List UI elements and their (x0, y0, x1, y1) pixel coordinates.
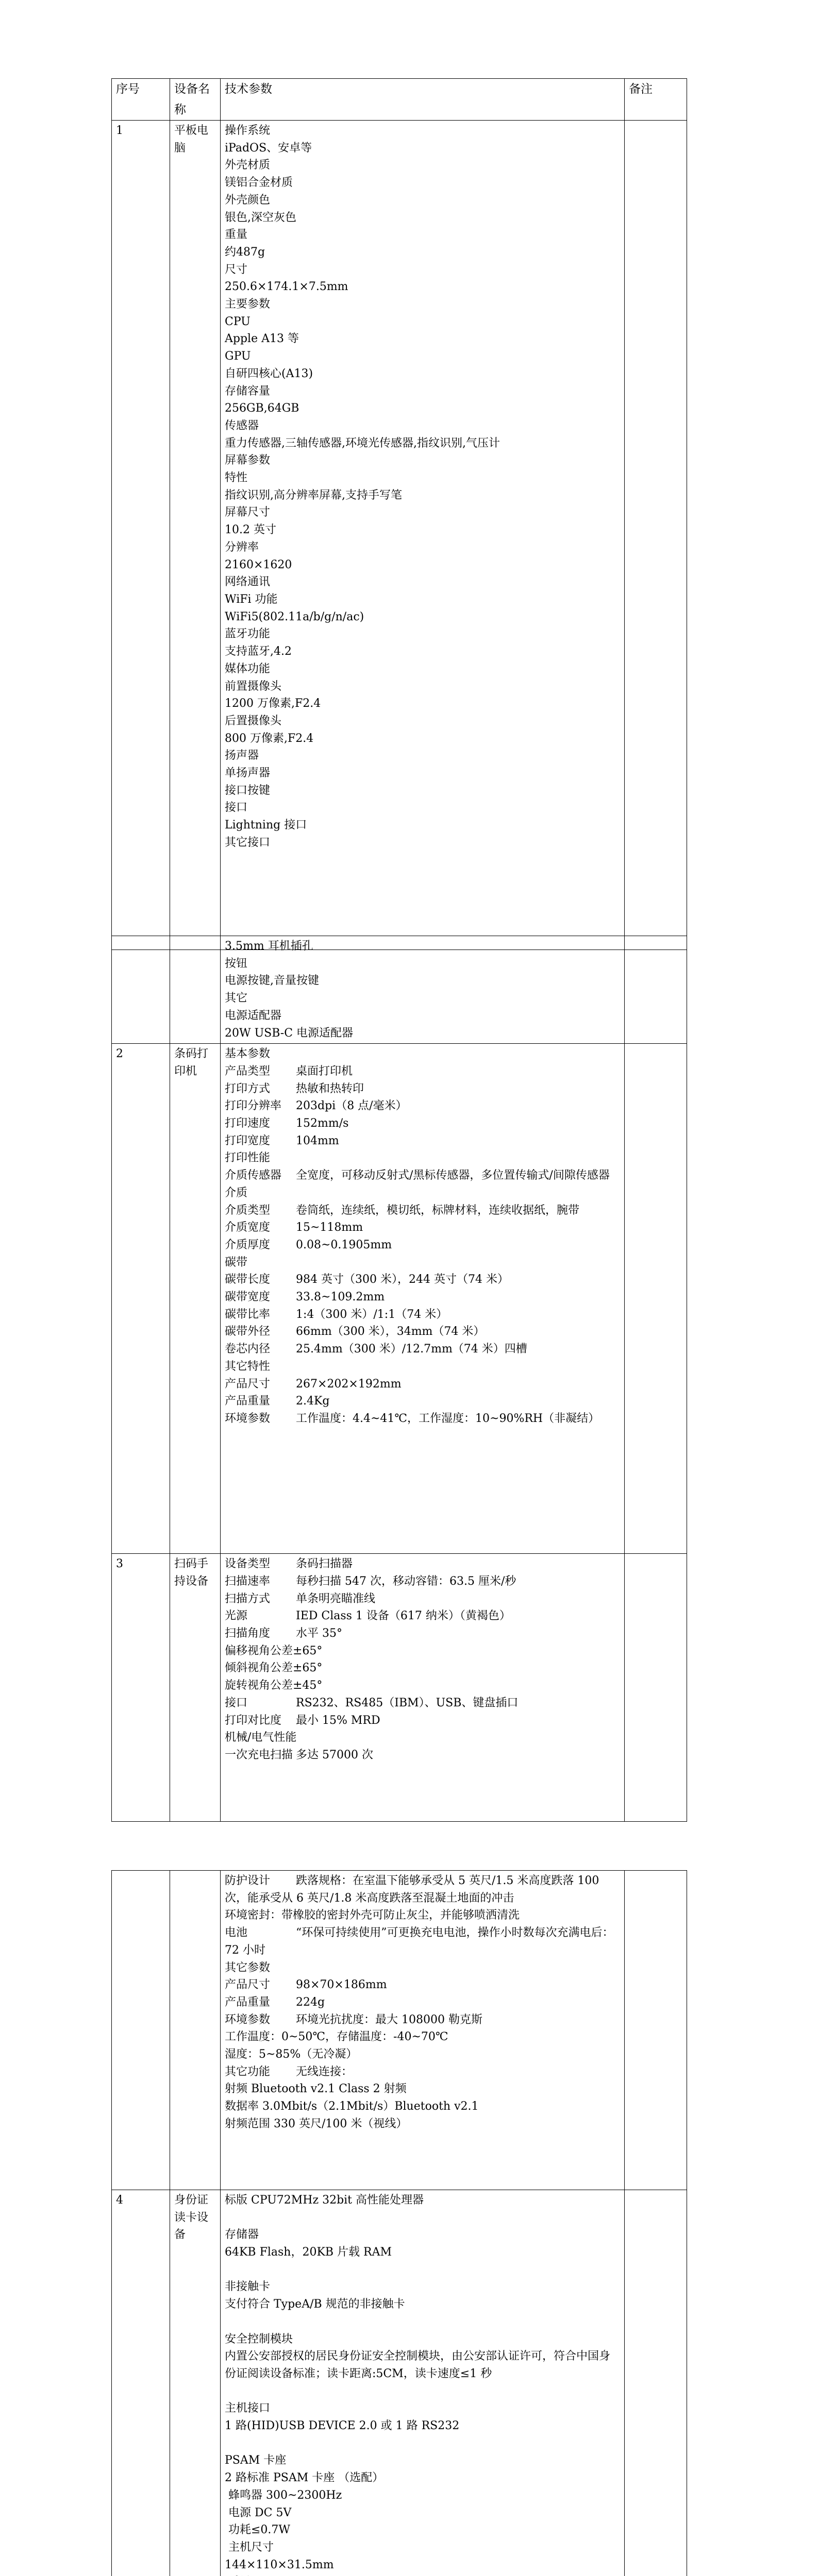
param-line: 单扬声器 (225, 767, 271, 780)
param-value: 15~118mm (296, 1221, 363, 1234)
header-no: 序号 (112, 79, 170, 121)
param-line: 数据率 3.0Mbit/s（2.1Mbit/s）Bluetooth v2.1 (225, 2100, 479, 2113)
param-line: 20W USB-C 电源适配器 (225, 1026, 354, 1040)
param-line (225, 1976, 620, 1994)
param-key: 介质宽度 (225, 1221, 271, 1234)
param-value: 无线连接： (296, 2065, 353, 2078)
param-line (225, 1573, 620, 1590)
param-value: 152mm/s (296, 1117, 349, 1130)
param-value: 多达 57000 次 (296, 1748, 373, 1761)
param-value: 全宽度，可移动反射式/黑标传感器，多位置传输式/间隙传感器 (296, 1169, 610, 1182)
param-line: 其它 (225, 992, 248, 1005)
param-line (225, 1410, 620, 1428)
param-line: 重量 (225, 228, 248, 242)
param-value: 0.08~0.1905mm (296, 1238, 392, 1251)
param-line: 其它特性 (225, 1360, 271, 1373)
spec-table-page-3 (111, 1870, 687, 2576)
row-remarks (625, 1871, 687, 2190)
param-line (225, 2383, 620, 2400)
param-value: 267×202×192mm (296, 1377, 402, 1391)
param-value: 25.4mm（300 米）/12.7mm（74 米）四槽 (296, 1343, 527, 1356)
param-key: 环境参数 (225, 1412, 271, 1425)
param-line (225, 1132, 620, 1150)
param-line: 银色,深空灰色 (225, 211, 296, 224)
table-row (112, 1554, 687, 1822)
param-line (225, 1625, 620, 1642)
row-no (112, 1871, 170, 2190)
param-line: 外壳材质 (225, 159, 271, 172)
row-params (221, 121, 625, 950)
param-line: PSAM 卡座 (225, 2454, 287, 2467)
param-line: 网络通讯 (225, 575, 271, 589)
param-line: 主机尺寸 (225, 2540, 274, 2554)
param-line: 3.5mm 耳机插孔 (225, 940, 313, 953)
row-name: 身份证读卡设备 (170, 2190, 221, 2576)
param-line: 后置摄像头 (225, 714, 282, 727)
param-key: 环境参数 (225, 2013, 271, 2026)
param-line (225, 1376, 620, 1393)
param-line: 800 万像素,F2.4 (225, 732, 314, 745)
param-key: 一次充电扫描 (225, 1748, 293, 1761)
param-line: 标版 CPU72MHz 32bit 高性能处理器 (225, 2194, 424, 2207)
param-value: RS232、RS485（IBM）、USB、键盘插口 (296, 1696, 519, 1709)
row-no (112, 936, 170, 1044)
param-line (225, 1393, 620, 1410)
param-key: 碳带长度 (225, 1273, 271, 1286)
param-value: 2.4Kg (296, 1395, 330, 1408)
param-value: 热敏和热转印 (296, 1082, 364, 1095)
param-value: 98×70×186mm (296, 1978, 387, 1992)
param-line: 支付符合 TypeA/B 规范的非接触卡 (225, 2298, 405, 2311)
param-line: 10.2 英寸 (225, 523, 276, 537)
param-line: 分辨率 (225, 540, 259, 554)
param-line: 机械/电气性能 (225, 1731, 297, 1744)
row-remarks (625, 2190, 687, 2576)
param-line: 尺寸 (225, 263, 248, 276)
param-line: 功耗≤0.7W (225, 2523, 291, 2537)
row-params (221, 936, 625, 1044)
param-value: 跌落规格：在室温下能够承受从 5 英尺/1.5 米高度跌落 100 次，能承受从 6 英尺/1.8 米高度跌落至混凝土地面的冲击 (225, 1874, 603, 1905)
param-line (225, 2209, 620, 2227)
param-value: 66mm（300 米），34mm（74 米） (296, 1325, 485, 1338)
row-remarks (625, 936, 687, 1044)
param-line: 1 路(HID)USB DEVICE 2.0 或 1 路 RS232 (225, 2419, 460, 2433)
param-line: 250.6×174.1×7.5mm (225, 280, 348, 294)
param-line: 基本参数 (225, 1047, 271, 1061)
row-no: 4 (112, 2190, 170, 2576)
param-line (225, 1271, 620, 1289)
param-line: 电源适配器 (225, 1009, 282, 1022)
param-line: 内置公安部授权的居民身份证安全控制模块，由公安部认证许可，符合中国身份证阅读设备标准；读卡距离:5CM，读卡速度≤1 秒 (225, 2350, 611, 2380)
row-params (221, 1871, 625, 2190)
param-line (225, 1115, 620, 1132)
param-key: 光源 (225, 1609, 248, 1623)
param-line: 2160×1620 (225, 558, 292, 571)
param-value: 单条明亮瞄准线 (296, 1592, 376, 1605)
param-line: 256GB,64GB (225, 402, 299, 415)
param-line (225, 1747, 620, 1764)
param-line: 旋转视角公差±45° (225, 1679, 323, 1692)
param-line (225, 1555, 620, 1573)
param-line (225, 1063, 620, 1080)
param-line: 湿度：5~85%（无冷凝） (225, 2048, 358, 2061)
param-line (225, 2573, 620, 2576)
param-value: 203dpi（8 点/毫米） (296, 1099, 407, 1113)
param-value: 104mm (296, 1134, 339, 1147)
param-line (225, 1590, 620, 1608)
row-no: 1 (112, 121, 170, 950)
param-line (225, 1167, 620, 1184)
param-key: 介质类型 (225, 1204, 271, 1217)
param-line: 主要参数 (225, 298, 271, 311)
row-remarks (625, 121, 687, 950)
row-params (221, 2190, 625, 2576)
row-params (221, 1554, 625, 1822)
param-line: 倾斜视角公差±65° (225, 1662, 323, 1675)
row-no: 2 (112, 1044, 170, 1554)
param-value: 桌面打印机 (296, 1064, 353, 1078)
param-line: iPadOS、安卓等 (225, 141, 312, 155)
param-key: 介质传感器 (225, 1169, 282, 1182)
param-line (225, 1097, 620, 1115)
param-value: IED Class 1 设备（617 纳米）（黄褐色） (296, 1609, 511, 1623)
param-value: 最小 15% MRD (296, 1714, 380, 1727)
param-value: “环保可持续使用”可更换充电电池，操作小时数每次充满电后：72 小时 (225, 1926, 614, 1957)
param-line (225, 2313, 620, 2331)
param-key: 接口 (225, 1696, 248, 1709)
row-name: 扫码手持设备 (170, 1554, 221, 1822)
row-name: 条码打印机 (170, 1044, 221, 1554)
param-key: 设备类型 (225, 1557, 271, 1571)
table-row (112, 1871, 687, 2190)
param-line: 指纹识别,高分辨率屏幕,支持手写笔 (225, 488, 402, 502)
param-key: 扫描方式 (225, 1592, 271, 1605)
param-value: 卷筒纸，连续纸，模切纸，标牌材料，连续收据纸，腕带 (296, 1204, 580, 1217)
param-value: 条码扫描器 (296, 1557, 353, 1571)
param-line (225, 1202, 620, 1219)
param-line: WiFi5(802.11a/b/g/n/ac) (225, 610, 364, 623)
param-key: 卷芯内径 (225, 1343, 271, 1356)
param-line: 支持蓝牙,4.2 (225, 645, 292, 658)
param-line: 偏移视角公差±65° (225, 1644, 323, 1657)
table-row (112, 1044, 687, 1554)
param-value: 环境光抗扰度：最大 108000 勒克斯 (296, 2013, 482, 2026)
param-key: 介质厚度 (225, 1238, 271, 1251)
param-line: 144×110×31.5mm (225, 2558, 334, 2571)
row-name (170, 936, 221, 1044)
param-line: 安全控制模块 (225, 2332, 293, 2346)
param-line: 操作系统 (225, 124, 271, 137)
param-line: 媒体功能 (225, 662, 271, 675)
param-line: 电源 DC 5V (225, 2506, 292, 2519)
param-key: 打印方式 (225, 1082, 271, 1095)
param-line: CPU (225, 315, 251, 328)
param-line: 主机接口 (225, 2402, 271, 2415)
param-line: 特性 (225, 471, 248, 485)
param-line: 蓝牙功能 (225, 628, 271, 641)
param-line (225, 2261, 620, 2279)
param-line: 外壳颜色 (225, 193, 271, 207)
param-line: 镁铝合金材质 (225, 176, 293, 190)
param-line: 前置摄像头 (225, 680, 282, 693)
param-value: 33.8~109.2mm (296, 1291, 385, 1304)
header-remarks: 备注 (625, 79, 687, 121)
param-key: 防护设计 (225, 1874, 271, 1887)
param-line (225, 1236, 620, 1254)
param-key: 产品类型 (225, 1064, 271, 1078)
param-key: 打印速度 (225, 1117, 271, 1130)
param-line: 蜂鸣器 300~2300Hz (225, 2488, 342, 2502)
param-line: 屏幕参数 (225, 454, 271, 467)
param-line (225, 1306, 620, 1324)
param-line: 按钮 (225, 957, 248, 970)
param-key: 打印分辨率 (225, 1099, 282, 1113)
param-line: 接口按键 (225, 784, 271, 797)
param-key: 产品重量 (225, 1395, 271, 1408)
param-line: 64KB Flash，20KB 片载 RAM (225, 2246, 392, 2259)
param-line (225, 1607, 620, 1625)
param-line (225, 2063, 620, 2081)
param-line: GPU (225, 350, 251, 363)
param-value: 1:4（300 米）/1:1（74 米） (296, 1308, 448, 1321)
param-line (225, 1219, 620, 1236)
param-line: Lightning 接口 (225, 819, 307, 832)
table-header-row (112, 79, 687, 121)
param-key: 电池 (225, 1926, 248, 1940)
param-line: 约487g (225, 245, 265, 259)
param-key: 其它功能 (225, 2065, 271, 2078)
row-remarks (625, 1554, 687, 1822)
param-line: 接口 (225, 801, 248, 815)
table-row (112, 2190, 687, 2576)
param-line: Apple A13 等 (225, 332, 299, 346)
param-key: 碳带宽度 (225, 1291, 271, 1304)
param-line: 自研四核心(A13) (225, 367, 313, 380)
param-line (225, 1712, 620, 1730)
row-name (170, 1871, 221, 2190)
param-line: 射频 Bluetooth v2.1 Class 2 射频 (225, 2082, 407, 2096)
param-line (225, 2011, 620, 2029)
param-key: 碳带比率 (225, 1308, 271, 1321)
param-line: 1200 万像素,F2.4 (225, 697, 321, 710)
spec-table-page-2 (111, 936, 687, 1822)
param-line (225, 1080, 620, 1098)
header-params: 技术参数 (221, 79, 625, 121)
param-line: 射频范围 330 英尺/100 米（视线） (225, 2117, 408, 2130)
param-line (225, 1994, 620, 2011)
param-key: 扫描角度 (225, 1627, 271, 1640)
param-line: 屏幕尺寸 (225, 506, 271, 519)
param-line (225, 1872, 620, 1907)
param-line: 其它接口 (225, 836, 271, 849)
param-value: 工作温度：4.4~41℃，工作湿度：10~90%RH（非凝结） (296, 1412, 600, 1425)
param-value: 每秒扫描 547 次，移动容错：63.5 厘米/秒 (296, 1574, 516, 1588)
param-line: 扬声器 (225, 749, 259, 762)
param-value: 984 英寸（300 米），244 英寸（74 米） (296, 1273, 509, 1286)
param-line: 存储容量 (225, 384, 271, 398)
param-line (225, 1341, 620, 1358)
row-remarks (625, 1044, 687, 1554)
param-line: 环境密封：带橡胶的密封外壳可防止灰尘，并能够喷洒清洗 (225, 1909, 520, 1922)
param-line: WiFi 功能 (225, 592, 278, 606)
row-params (221, 1044, 625, 1554)
param-line: 传感器 (225, 419, 259, 432)
param-key: 产品重量 (225, 1995, 271, 2009)
param-line: 非接触卡 (225, 2280, 271, 2294)
param-value: 224g (296, 1995, 325, 2009)
param-key: 产品尺寸 (225, 1377, 271, 1391)
param-line: 碳带 (225, 1256, 248, 1269)
row-no: 3 (112, 1554, 170, 1822)
param-line: 介质 (225, 1186, 248, 1199)
param-line: 重力传感器,三轴传感器,环境光传感器,指纹识别,气压计 (225, 436, 500, 450)
param-value: 水平 35° (296, 1627, 342, 1640)
param-key: 打印对比度 (225, 1714, 282, 1727)
param-line: 电源按键,音量按键 (225, 974, 319, 988)
header-name: 设备名称 (170, 79, 221, 121)
param-key: 打印宽度 (225, 1134, 271, 1147)
param-key: 碳带外径 (225, 1325, 271, 1338)
param-line (225, 1289, 620, 1306)
param-line (225, 1323, 620, 1341)
param-line: 工作温度：0~50℃，存储温度：-40~70℃ (225, 2030, 448, 2044)
param-line: 其它参数 (225, 1961, 271, 1974)
param-key: 产品尺寸 (225, 1978, 271, 1992)
param-line (225, 1694, 620, 1712)
param-line: 打印性能 (225, 1151, 271, 1165)
param-line (225, 2435, 620, 2452)
spec-table-page-1 (111, 78, 687, 950)
table-row (112, 936, 687, 1044)
table-row (112, 121, 687, 950)
param-line: 2 路标准 PSAM 卡座 （选配） (225, 2471, 384, 2485)
param-key: 扫描速率 (225, 1574, 271, 1588)
param-line (225, 1924, 620, 1959)
param-line: 存储器 (225, 2228, 259, 2242)
row-name: 平板电脑 (170, 121, 221, 950)
